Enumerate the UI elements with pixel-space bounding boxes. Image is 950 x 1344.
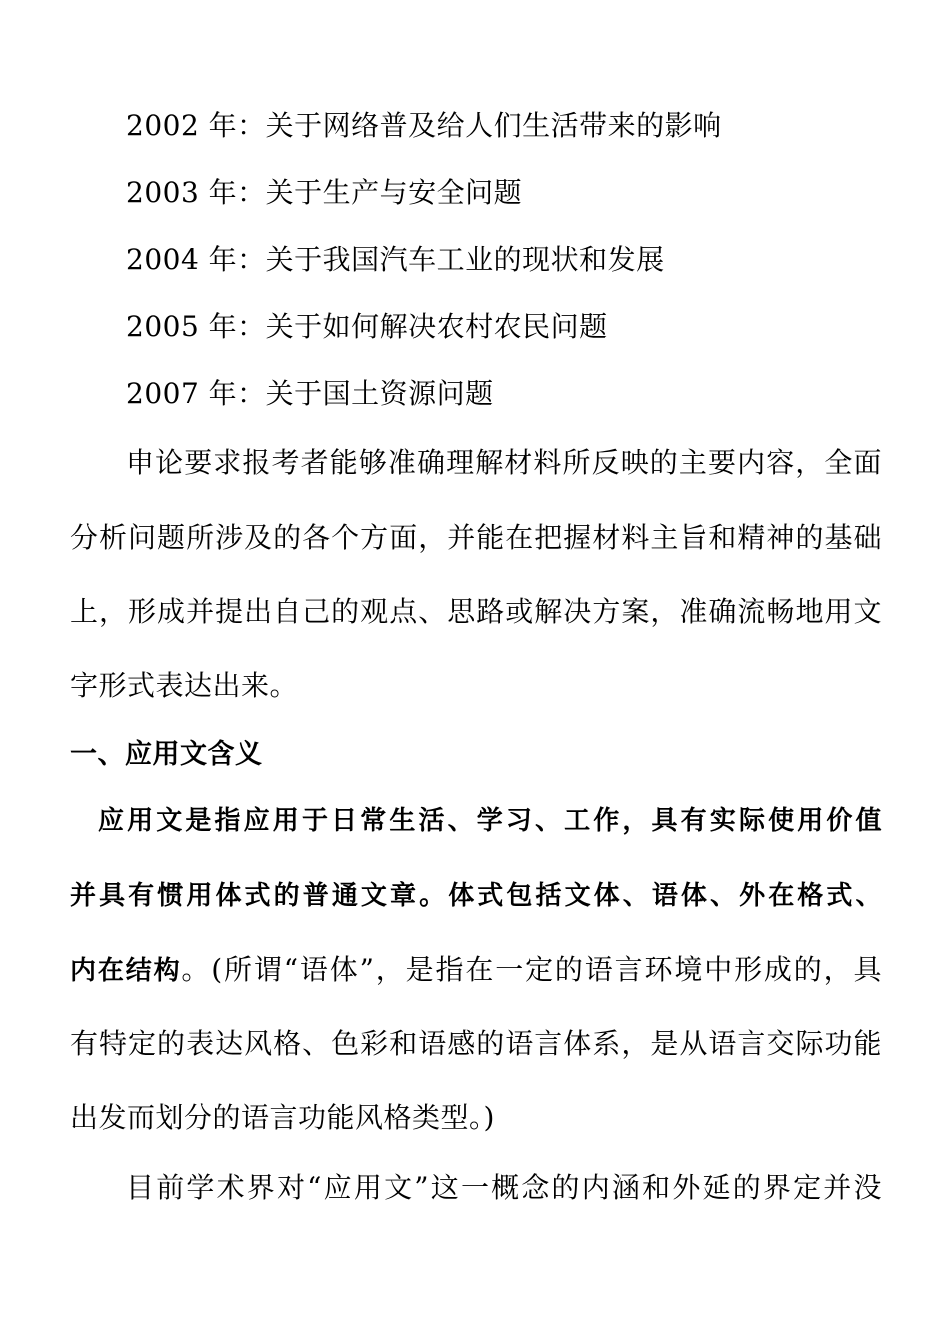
paragraph2-line5: 出发而划分的语言功能风格类型。) bbox=[70, 1101, 495, 1134]
paragraph1-line1: 申论要求报考者能够准确理解材料所反映的主要内容，全面 bbox=[126, 446, 882, 479]
bold-term: 内在结构 bbox=[70, 956, 182, 986]
year-item-2003 bbox=[126, 173, 882, 213]
section-heading: 一、应用文含义 bbox=[70, 739, 263, 770]
paragraph2-line1: 应用文是指应用于日常生活、学习、工作，具有实际使用价值 bbox=[98, 806, 882, 836]
year-item-2002 bbox=[126, 106, 882, 146]
year-topic: 关于国土资源问题 bbox=[265, 377, 494, 410]
year-item-2005 bbox=[126, 307, 882, 347]
paragraph2-line3 bbox=[70, 950, 882, 991]
year-label: 2002 年： bbox=[126, 109, 266, 142]
paragraph1-line4: 字形式表达出来。 bbox=[70, 669, 299, 702]
year-label: 2005 年： bbox=[126, 310, 266, 343]
year-topic: 关于网络普及给人们生活带来的影响 bbox=[265, 109, 722, 142]
year-label: 2007 年： bbox=[126, 377, 266, 410]
year-label: 2003 年： bbox=[126, 176, 266, 209]
paragraph1-line2: 分析问题所涉及的各个方面，并能在把握材料主旨和精神的基础 bbox=[70, 521, 882, 554]
year-item-2007 bbox=[126, 374, 882, 414]
year-topic: 关于我国汽车工业的现状和发展 bbox=[265, 243, 665, 276]
year-topic: 关于生产与安全问题 bbox=[265, 176, 523, 209]
year-item-2004 bbox=[126, 240, 882, 280]
paragraph2-line3-rest: 。(所谓“语体”，是指在一定的语言环境中形成的，具 bbox=[181, 953, 882, 986]
paragraph2-line2: 并具有惯用体式的普通文章。体式包括文体、语体、外在格式、 bbox=[70, 881, 882, 911]
year-topic: 关于如何解决农村农民问题 bbox=[265, 310, 608, 343]
paragraph3-line1: 目前学术界对“应用文”这一概念的内涵和外延的界定并没 bbox=[126, 1171, 882, 1204]
paragraph2-line4: 有特定的表达风格、色彩和语感的语言体系，是从语言交际功能 bbox=[70, 1027, 882, 1060]
paragraph1-line3: 上，形成并提出自己的观点、思路或解决方案，准确流畅地用文 bbox=[70, 595, 882, 628]
year-label: 2004 年： bbox=[126, 243, 266, 276]
